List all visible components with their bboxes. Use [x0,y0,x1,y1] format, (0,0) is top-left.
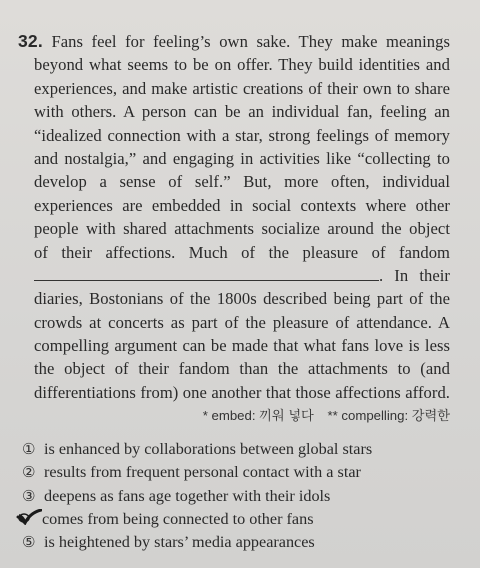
checkmark-icon [16,509,42,532]
footnote-embed: * embed: 끼워 넣다 [202,408,314,423]
option-text: is heightened by stars’ media appearances [44,533,315,552]
option-number: ② [22,463,36,482]
passage-line: 32. Fans feel for feeling’s own sake. They make meanings [18,31,450,51]
passage-line: compelling argument can be made that what fans love is less [34,336,450,356]
passage-line: diaries, Bostonians of the 1800s described being part of the [34,289,450,309]
passage-line: the object of their fandom than the attachments to (and [34,359,450,379]
question-number: 32. [18,31,43,51]
answer-options [22,438,372,554]
passage-line: experiences, and make artistic creations of their own to share [34,78,450,98]
passage-line: develop a sense of self.” But, more often, individual [34,172,450,192]
passage-line: differentiations from) one another that those affections afford. [34,382,450,402]
passage-line: crowds at concerts as part of the pleasure of attendance. A [34,312,450,332]
option-text: results from frequent personal contact with a star [44,463,361,482]
option-number: ⑤ [22,533,36,552]
passage-line: experiences are embedded in social contexts where other [34,195,450,215]
option-text: comes from being connected to other fans [42,509,314,528]
passage-line: with others. A person can be an individual fan, feeling an [34,102,450,122]
question-passage [18,30,450,404]
passage-line: of their affections. Much of the pleasure of fandom [34,242,450,262]
option-5[interactable] [22,531,372,554]
passage-line: “idealized connection with a star, strong feelings of memory [34,125,450,145]
passage-line: beyond what seems to be on offer. They build identities and [34,55,450,75]
passage-line: and nostalgia,” and engaging in activities like “collecting to [34,148,450,168]
blank-line-row: . In their [18,264,450,287]
answer-blank [34,266,379,281]
footnote-compelling: ** compelling: 강력한 [327,408,450,423]
option-number: ① [22,440,36,458]
option-4[interactable] [22,508,372,531]
option-text: is enhanced by collaborations between global stars [44,440,373,458]
option-number: ③ [22,486,36,505]
passage-line: people with shared attachments socialize around the object [34,219,450,239]
option-3[interactable] [22,485,372,508]
footnotes [193,405,450,424]
option-1[interactable] [22,438,372,461]
option-2[interactable] [22,461,372,484]
option-text: deepens as fans age together with their idols [44,486,331,505]
